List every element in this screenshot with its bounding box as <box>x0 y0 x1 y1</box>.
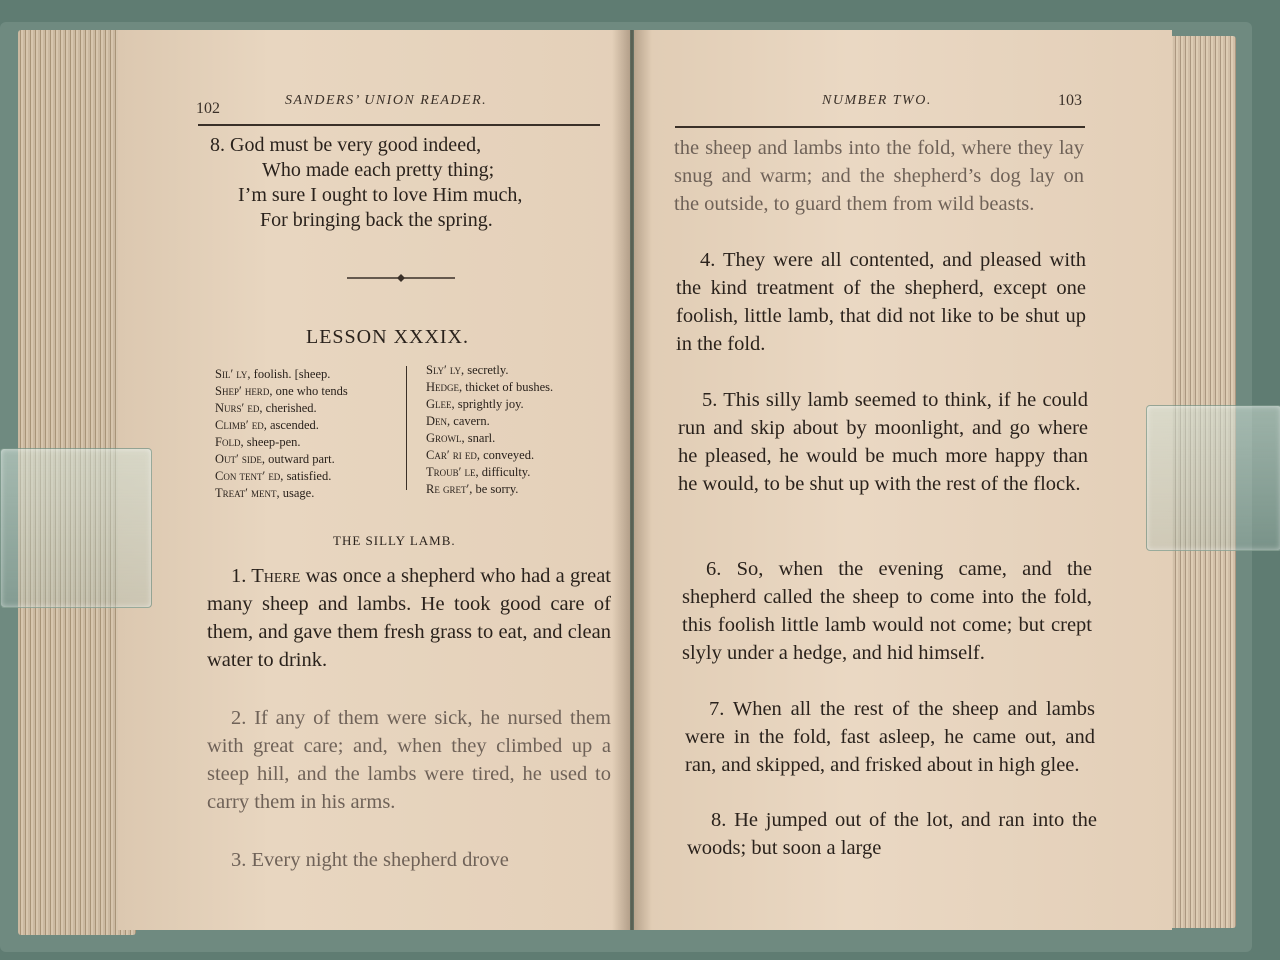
poem-line-1: 8. God must be very good indeed, <box>210 134 482 156</box>
left-running-head: SANDERS’ UNION READER. <box>285 93 488 108</box>
vocab-entry: Fold, sheep-pen. <box>215 435 301 449</box>
paragraph-1: 1. There was once a shepherd who had a great many sheep and lambs. He took good care of them, and gave them fresh grass to eat, and clean water to drink. <box>207 565 611 671</box>
vocab-entry: Den, cavern. <box>426 414 490 428</box>
paragraph-3: 3. Every night the shepherd drove <box>231 849 509 871</box>
vocab-entry: Glee, sprightly joy. <box>426 397 524 411</box>
vocab-entry: Climb′ ed, ascended. <box>215 418 319 432</box>
vocab-list-right <box>426 362 553 498</box>
vocab-entry: Hedge, thicket of bushes. <box>426 380 554 394</box>
paragraph-2: 2. If any of them were sick, he nursed them with great care; and, when they climbed up a steep hill, and the lambs were tired, he used to carry them in his arms. <box>207 707 611 813</box>
vocab-entry: Shep′ herd, one who tends <box>215 384 348 398</box>
story-title: THE SILLY LAMB. <box>333 533 456 548</box>
vocab-entry: Growl, snarl. <box>426 431 496 445</box>
vocab-entry: Re gret′, be sorry. <box>426 482 519 496</box>
paragraph-6: 6. So, when the evening came, and the shepherd called the sheep to come into the fold, this foolish little lamb would not come; but crept slyly under a hedge, and hid himself. <box>682 558 1092 664</box>
right-running-head: NUMBER TWO. <box>822 93 932 108</box>
paragraph-8: 8. He jumped out of the lot, and ran into the woods; but soon a large <box>687 809 1097 859</box>
paragraph-5: 5. This silly lamb seemed to think, if he could run and skip about by moonlight, and go where he pleased, he would be much more happy than he would, to be shut up with the rest of the flock. <box>678 389 1088 495</box>
paragraph-3-continued: the sheep and lambs into the fold, where they lay snug and warm; and the shepherd’s dog lay on the outside, to guard them from wild beasts. <box>674 137 1084 215</box>
glass-page-weight-left <box>0 448 152 608</box>
vocab-entry: Con tent′ ed, satisfied. <box>215 469 332 483</box>
glass-page-weight-right <box>1146 405 1280 551</box>
right-page-number: 103 <box>1058 92 1082 109</box>
left-header-rule <box>198 124 600 126</box>
vocab-entry: Troub′ le, difficulty. <box>426 465 531 479</box>
ornament-divider <box>345 272 457 284</box>
vocab-entry: Treat′ ment, usage. <box>215 486 315 500</box>
vocab-entry: Nurs′ ed, cherished. <box>215 401 317 415</box>
left-page-number: 102 <box>196 100 220 117</box>
vocab-entry: Sil′ ly, foolish. [sheep. <box>215 367 331 381</box>
paragraph-7: 7. When all the rest of the sheep and lambs were in the fold, fast asleep, he came out, and ran, and skipped, and frisked about in high glee. <box>685 698 1095 776</box>
vocab-entry: Car′ ri ed, conveyed. <box>426 448 535 462</box>
book-gutter <box>612 30 652 930</box>
vocab-list-left <box>215 366 348 502</box>
vocab-column-divider <box>406 366 407 490</box>
vocab-entry: Out′ side, outward part. <box>215 452 335 466</box>
lesson-title: LESSON XXXIX. <box>306 326 469 348</box>
poem-line-3: I’m sure I ought to love Him much, <box>238 184 523 206</box>
vocab-entry: Sly′ ly, secretly. <box>426 363 509 377</box>
poem-line-2: Who made each pretty thing; <box>262 159 495 181</box>
right-header-rule <box>675 126 1085 128</box>
paragraph-4: 4. They were all contented, and pleased with the kind treatment of the shepherd, except one foolish, little lamb, that did not like to be shut up in the fold. <box>676 249 1086 355</box>
poem-line-4: For bringing back the spring. <box>260 209 493 231</box>
